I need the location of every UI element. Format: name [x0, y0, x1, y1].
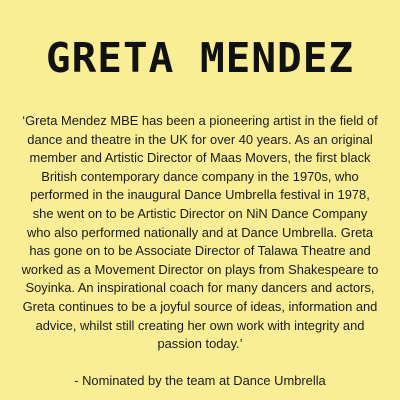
- tribute-quote: ‘Greta Mendez MBE has been a pioneering artist in the field of dance and theatre in the UK for over 40 years. As an original member and Artistic Director of Maas Movers, the first black British contemporary dance company in the 1970s, who performed in the inaugural Dance Umbrella festival in 1978, she went on to be Artistic Director on NiN Dance Company who also performed nationally and at Dance Umbrella. Greta has gone on to be Associate Director of Talawa Theatre and worked as a Movement Director on plays from Shakespeare to Soyinka. An inspirational coach for many dancers and actors, Greta continues to be a joyful source of ideas, information and advice, whilst still creating her own work with integrity and passion today.’: [21, 113, 379, 352]
- page-title: GRETA MENDEZ: [45, 34, 355, 82]
- nomination-attribution: - Nominated by the team at Dance Umbrella: [74, 372, 326, 388]
